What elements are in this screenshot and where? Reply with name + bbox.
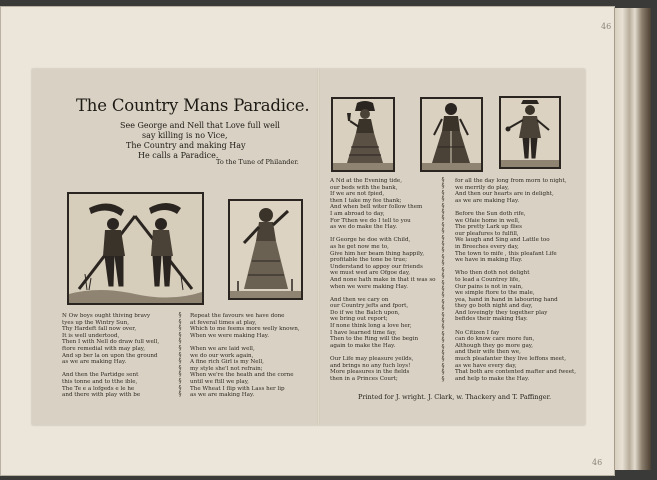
woman-cup-woodcut bbox=[331, 97, 395, 172]
subtitle-line-2: say killing is no Vice, bbox=[142, 131, 228, 140]
subtitle-line-3: The Country and making Hay bbox=[126, 141, 246, 150]
book-spine bbox=[614, 8, 651, 470]
page-number-top: 46 bbox=[601, 22, 612, 31]
ornament-divider-left: § § § § § § § § § § § § § bbox=[178, 312, 182, 399]
two-men-woodcut bbox=[67, 192, 204, 305]
subtitle-line-4: He calls a Paradice. bbox=[138, 151, 219, 160]
lady-gown-woodcut bbox=[420, 97, 483, 172]
ornament-divider-right: § § § § § § § § § § § § § § § § § § § § § § § § § § § § § § § § bbox=[441, 177, 445, 383]
sheet-fold bbox=[317, 69, 320, 425]
ballad-title: The Country Mans Paradice. bbox=[76, 96, 310, 115]
page-number-bottom: 46 bbox=[592, 458, 603, 467]
verse-right-col1: A Nd at the Evening tide, our beds with the bank, If we are not fpied, then I take my fee thank; And when bell witer follow them I am abroad to day, For Tthen we do I tell to you as we do make the Hay. If George he doe with Child, as he get now me to, Give him her beam thing happily, profitable the tone be true; Understand to appoy our friends we must wed are Ofgoe day, And none hath make in that it was so when we were making Hay. And then we cary on our Country jefts and fport, Do if we the Balch upon, we bring out report; If none think long a love her, I have learned time fay, Then to the Ring will the begin again to make the Hay. Our Life may pleasure yeilds, and brings no any fuch loys! More pleasures in the fields then in a Princes Court; bbox=[330, 178, 436, 382]
printer-imprint: Printed for J. wright. J. Clark, w. Thackery and T. Paffinger. bbox=[358, 393, 552, 401]
verse-right-col2: for all the day long from morn to night, we merrily do play, And then our hearts are in delight, as we are making Hay. Before the Sun doth rife, we Ofaie home in well, The pretty Lark up flies our pleafures to fulfill, We laugh and Sing and Lattle too in Breeches every day, The town to mife , this pleafant Life we have in making Hay. Who then doth not delight to lead a Countrey life, Our pains is not in vain, we simple ftore to the male, yea, hand in hand in labouring hand they go both night and day, And loveingly they together play befides their making Hay. No Citizen I fay can do know care more fun, Although they go more gay, and their wife then we, much pleafanter they live leffons meet, as we have every day, That both are contented mafter and fweet, and help to make the Hay. bbox=[455, 178, 577, 382]
verse-left-col1: N Ow boys ought thiving bravy tyes up the Wintry Sun, Thy Hardeft fall now over, It is well undertood, Then I with Nell do draw full well, ftore remedial with may play, And sp ber la on upon the ground as we are making Hay. And then the Partidge sent this tonne and to tthe ible, The Te e a lofgeds e le he and there with play with be bbox=[62, 313, 160, 399]
gentleman-woodcut bbox=[499, 96, 561, 169]
subtitle-line-1: See George and Nell that Love full well bbox=[120, 121, 280, 130]
woman-woodcut bbox=[228, 199, 303, 300]
verse-left-col2: Repeat the favours we have done at feveral times at play, Which to me feems more welly known, When we were making Hay. When we are laid well, we do our work again, A fine rich Girl is my Nell, my style she'l not refrain; When we're the heath and the corne until we ftill we play, The Wheat I flip with Lass her lip as we are making Hay. bbox=[190, 313, 300, 399]
tune-line: To the Tune of Philander. bbox=[216, 158, 299, 166]
